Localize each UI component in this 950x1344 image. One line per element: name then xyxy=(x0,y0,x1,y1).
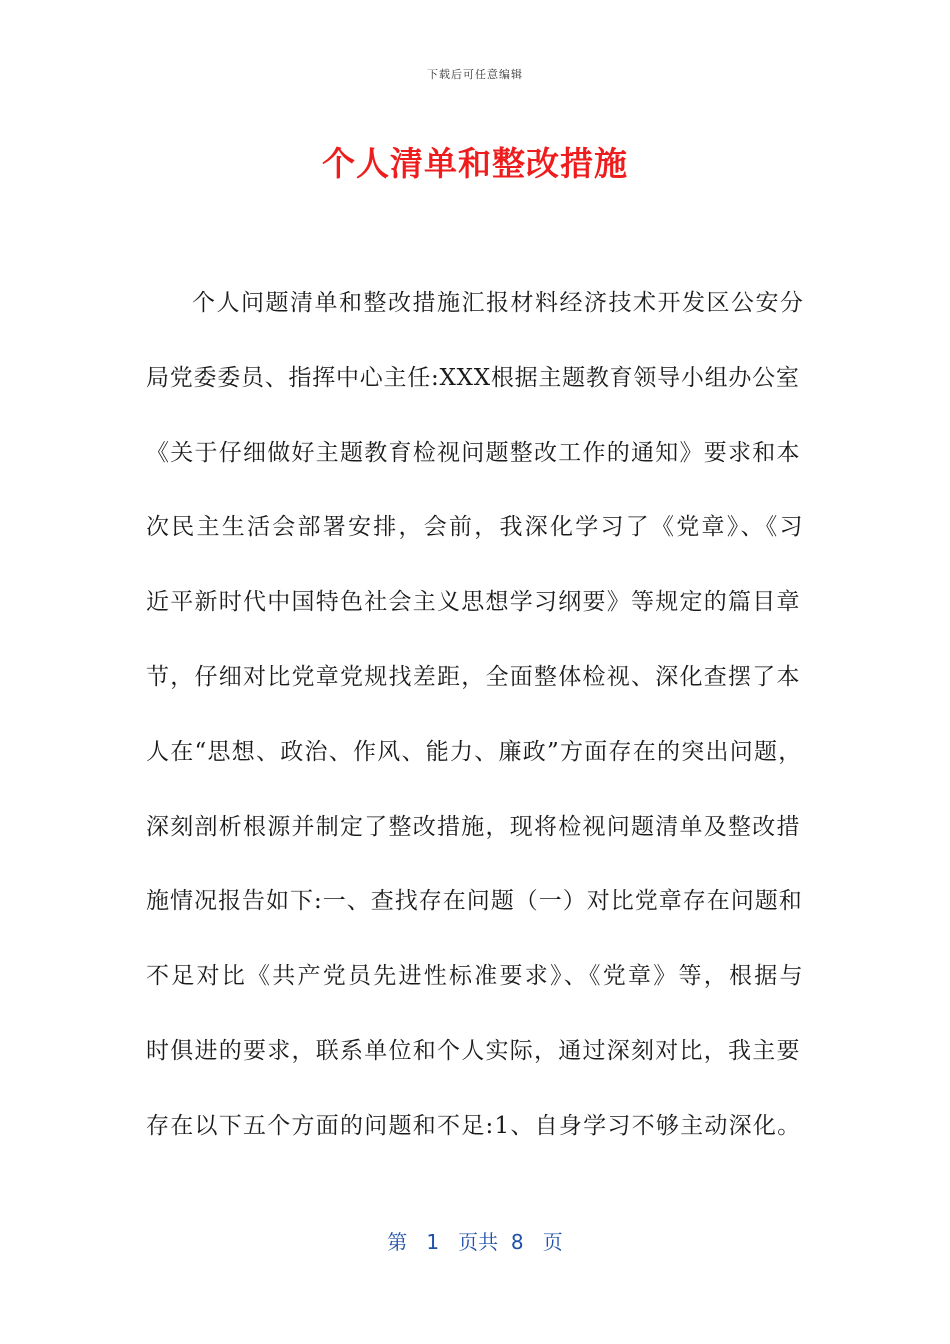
body-line: 次民主生活会部署安排，会前，我深化学习了《党章》、《习 xyxy=(146,514,805,541)
current-page-number: 1 xyxy=(426,1230,440,1254)
document-body xyxy=(146,266,806,1164)
page-suffix: 页 xyxy=(542,1230,563,1254)
body-line: 节，仔细对比党章党规找差距，全面整体检视、深化查摆了本 xyxy=(146,663,801,690)
body-line: 局党委委员、指挥中心主任:XXX根据主题教育领导小组办公室 xyxy=(146,364,800,391)
header-note: 下载后可任意编辑 xyxy=(427,68,523,81)
body-line: 不足对比《共产党员先进性标准要求》、《党章》等，根据与 xyxy=(146,963,805,990)
page-footer xyxy=(0,1226,950,1255)
body-line: 近平新时代中国特色社会主义思想学习纲要》等规定的篇目章 xyxy=(146,589,801,616)
page-middle: 页共 xyxy=(458,1230,499,1254)
body-line: 时俱进的要求，联系单位和个人实际，通过深刻对比，我主要 xyxy=(146,1037,801,1064)
page-prefix: 第 xyxy=(387,1230,408,1254)
document-title: 个人清单和整改措施 xyxy=(322,144,628,183)
body-line: 存在以下五个方面的问题和不足:1、自身学习不够主动深化。 xyxy=(146,1112,802,1139)
body-line: 个人问题清单和整改措施汇报材料经济技术开发区公安分 xyxy=(192,290,805,316)
total-pages-number: 8 xyxy=(510,1230,524,1254)
body-line: 《关于仔细做好主题教育检视问题整改工作的通知》要求和本 xyxy=(146,439,801,466)
body-line: 施情况报告如下:一、查找存在问题（一）对比党章存在问题和 xyxy=(146,888,803,915)
body-line: 人在“思想、政治、作风、能力、廉政”方面存在的突出问题， xyxy=(146,738,803,765)
body-line: 深刻剖析根源并制定了整改措施，现将检视问题清单及整改措 xyxy=(146,813,801,840)
